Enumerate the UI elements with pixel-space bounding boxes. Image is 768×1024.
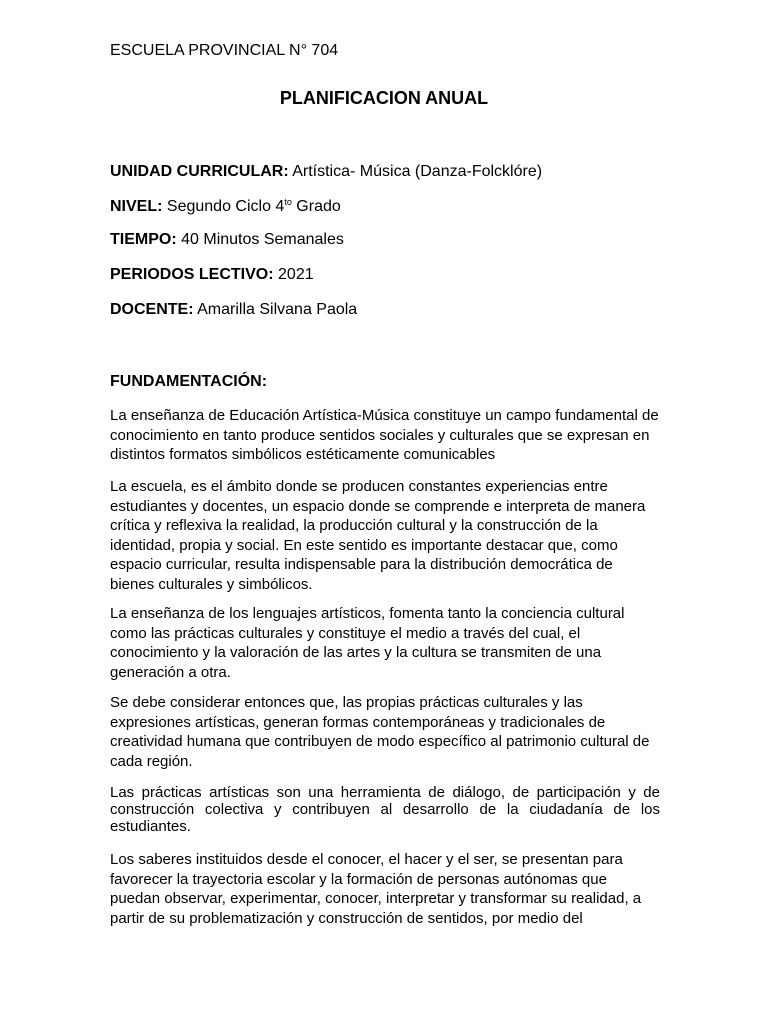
field-label: DOCENTE: <box>110 301 194 318</box>
field-value: 2021 <box>278 266 314 283</box>
field-docente <box>110 301 357 319</box>
field-unidad-curricular <box>110 163 542 181</box>
page-title: PLANIFICACION ANUAL <box>279 88 489 108</box>
paragraph: La enseñanza de los lenguajes artísticos, fomenta tanto la conciencia cultural como las prácticas culturales y constituye el medio a través del cual, el conocimiento y la valoración de las artes y la cultura se transmiten de una generación a otra. <box>110 605 625 681</box>
field-label: NIVEL: <box>110 198 163 215</box>
field-tiempo <box>110 231 344 249</box>
field-label: PERIODOS LECTIVO: <box>110 266 274 283</box>
school-name: ESCUELA PROVINCIAL N° 704 <box>110 42 339 59</box>
section-heading-fundamentacion: FUNDAMENTACIÓN: <box>110 373 268 390</box>
field-value: Amarilla Silvana Paola <box>197 301 358 318</box>
field-value-superscript: to <box>284 197 292 207</box>
field-value: Artística- Música (Danza-Folcklóre) <box>292 163 543 180</box>
field-value: Segundo Ciclo 4 <box>166 198 285 215</box>
field-nivel <box>110 197 341 216</box>
field-periodo-lectivo <box>110 266 314 284</box>
field-value: 40 Minutos Semanales <box>181 231 344 248</box>
paragraph: La enseñanza de Educación Artística-Música constituye un campo fundamental de conocimiento en tanto produce sentidos sociales y culturales que se expresan en distintos formatos simbólicos estéticamente comunicables <box>110 407 659 464</box>
field-value-suffix: Grado <box>296 198 341 215</box>
paragraph: Las prácticas artísticas son una herramienta de diálogo, de participación y de construcción colectiva y contribuyen al desarrollo de la ciudadanía de los estudiantes. <box>110 784 660 835</box>
field-label: TIEMPO: <box>110 231 177 248</box>
field-label: UNIDAD CURRICULAR: <box>110 163 289 180</box>
paragraph: Se debe considerar entonces que, las propias prácticas culturales y las expresiones artísticas, generan formas contemporáneas y tradicionales de creatividad humana que contribuyen de modo específico al patrimonio cultural de cada región. <box>110 694 650 770</box>
paragraph: La escuela, es el ámbito donde se producen constantes experiencias entre estudiantes y docentes, un espacio donde se comprende e interpreta de manera crítica y reflexiva la realidad, la producción cultural y la construcción de la identidad, propia y social. En este sentido es importante destacar que, como espacio curricular, resulta indispensable para la distribución democrática de bienes culturales y simbólicos. <box>110 478 646 593</box>
paragraph: Los saberes instituidos desde el conocer, el hacer y el ser, se presentan para favorecer la trayectoria escolar y la formación de personas autónomas que puedan observar, experimentar, conocer, interpretar y transformar su realidad, a partir de su problematización y construcción de sentidos, por medio del <box>110 851 642 927</box>
